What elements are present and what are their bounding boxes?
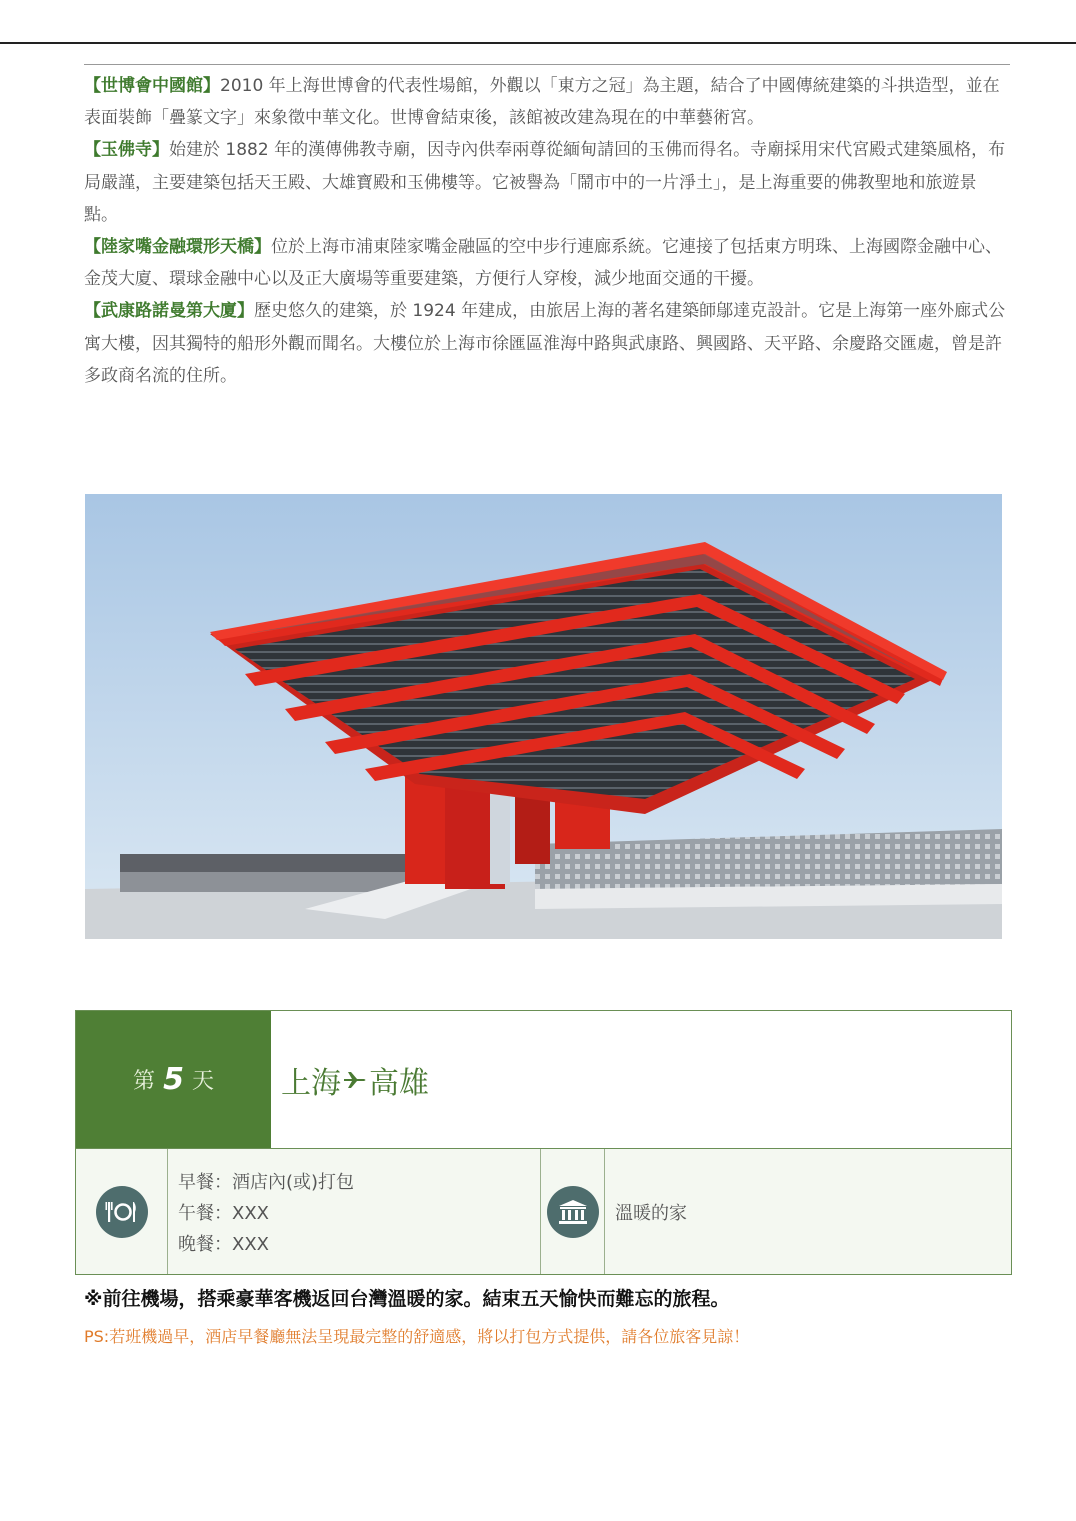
meals-hotel-row	[76, 1149, 1011, 1274]
dinner-text: 晚餐：XXX	[178, 1234, 269, 1255]
day-prefix: 第	[133, 1069, 156, 1094]
attraction-paragraph	[84, 134, 1006, 231]
meal-icon-cell	[76, 1149, 168, 1274]
attraction-text: 始建於 1882 年的漢傳佛教寺廟，因寺內供奉兩尊從緬甸請回的玉佛而得名。寺廟採用宋代宮殿式建築風格，布局嚴謹，主要建築包括天王殿、大雄寶殿和玉佛樓等。它被譽為「鬧市中的一片淨土」，是上海重要的佛教聖地和旅遊景點。	[84, 140, 1006, 225]
section-divider	[84, 64, 1010, 65]
airplane-icon	[343, 1070, 367, 1090]
day-itinerary-table	[75, 1010, 1012, 1275]
attraction-paragraph	[84, 70, 1006, 134]
top-rule	[0, 42, 1076, 44]
attraction-title: 【玉佛寺】	[84, 140, 169, 161]
meals-cell	[168, 1149, 541, 1274]
itinerary-notice: ※前往機場，搭乘豪華客機返回台灣溫暖的家。結束五天愉快而難忘的旅程。	[84, 1288, 730, 1310]
attraction-text: 位於上海市浦東陸家嘴金融區的空中步行連廊系統。它連接了包括東方明珠、上海國際金融中心、金茂大廈、環球金融中心以及正大廣場等重要建築，方便行人穿梭，減少地面交通的干擾。	[84, 237, 1002, 290]
route-to: 高雄	[369, 1065, 429, 1101]
attraction-paragraph	[84, 231, 1006, 295]
ps-note: PS:若班機過早，酒店早餐廳無法呈現最完整的舒適感，將以打包方式提供，請各位旅客見諒！	[84, 1327, 750, 1346]
attraction-text: 2010 年上海世博會的代表性場館，外觀以「東方之冠」為主題，結合了中國傳統建築的斗拱造型，並在表面裝飾「疊篆文字」來象徵中華文化。世博會結束後，該館被改建為現在的中華藝術宮。	[84, 76, 1000, 129]
day-number: 5	[163, 1062, 184, 1097]
day-badge	[76, 1011, 271, 1148]
attraction-title: 【武康路諾曼第大廈】	[84, 301, 254, 322]
lunch-text: 午餐：XXX	[178, 1203, 269, 1224]
attraction-text: 歷史悠久的建築，於 1924 年建成，由旅居上海的著名建築師鄔達克設計。它是上海第一座外廊式公寓大樓，因其獨特的船形外觀而聞名。大樓位於上海市徐匯區淮海中路與武康路、興國路、天平路、余慶路交匯處，曾是許多政商名流的住所。	[84, 301, 1006, 386]
day-route	[281, 1011, 429, 1148]
hotel-name: 溫暖的家	[615, 1202, 687, 1224]
day-header	[76, 1011, 1011, 1149]
meal-list	[178, 1167, 354, 1260]
utensils-plate-icon	[96, 1186, 148, 1238]
building-columns-icon	[547, 1186, 599, 1238]
hotel-icon-cell	[541, 1149, 605, 1274]
attraction-paragraph	[84, 295, 1006, 392]
attraction-descriptions	[84, 70, 1006, 392]
attraction-title: 【陸家嘴金融環形天橋】	[84, 237, 271, 258]
attraction-title: 【世博會中國館】	[84, 76, 220, 96]
hotel-cell	[605, 1149, 1011, 1274]
china-pavilion-photo	[85, 494, 1002, 939]
day-suffix: 天	[191, 1069, 214, 1094]
breakfast-text: 早餐：酒店內(或)打包	[178, 1172, 355, 1193]
route-from: 上海	[281, 1065, 341, 1101]
